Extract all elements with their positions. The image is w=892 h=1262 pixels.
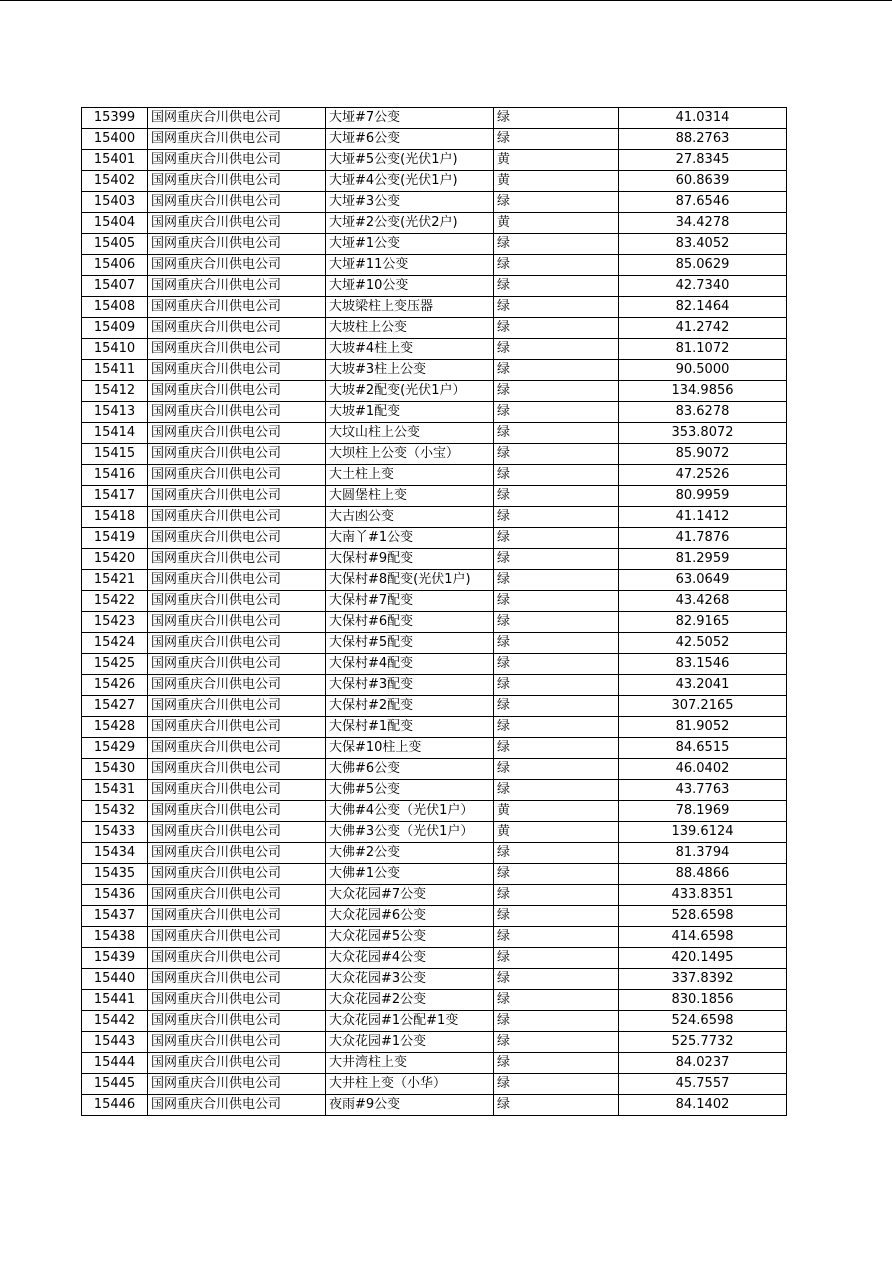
company-cell: 国网重庆合川供电公司 — [148, 549, 326, 570]
status-cell: 绿 — [494, 423, 619, 444]
transformer-name-cell: 大垭#4公变(光伏1户) — [326, 171, 494, 192]
company-cell: 国网重庆合川供电公司 — [148, 234, 326, 255]
table-row — [82, 633, 787, 654]
company-cell: 国网重庆合川供电公司 — [148, 213, 326, 234]
company-cell: 国网重庆合川供电公司 — [148, 864, 326, 885]
status-cell: 绿 — [494, 297, 619, 318]
company-cell: 国网重庆合川供电公司 — [148, 759, 326, 780]
row-id-cell: 15424 — [82, 633, 148, 654]
table-row — [82, 759, 787, 780]
value-cell: 63.0649 — [619, 570, 787, 591]
company-cell: 国网重庆合川供电公司 — [148, 927, 326, 948]
table-row — [82, 108, 787, 129]
company-cell: 国网重庆合川供电公司 — [148, 822, 326, 843]
table-row — [82, 444, 787, 465]
row-id-cell: 15405 — [82, 234, 148, 255]
row-id-cell: 15401 — [82, 150, 148, 171]
row-id-cell: 15400 — [82, 129, 148, 150]
company-cell: 国网重庆合川供电公司 — [148, 969, 326, 990]
value-cell: 84.0237 — [619, 1053, 787, 1074]
status-cell: 绿 — [494, 696, 619, 717]
status-cell: 绿 — [494, 108, 619, 129]
table-row — [82, 549, 787, 570]
status-cell: 黄 — [494, 171, 619, 192]
row-id-cell: 15418 — [82, 507, 148, 528]
value-cell: 414.6598 — [619, 927, 787, 948]
transformer-name-cell: 大坡柱上公变 — [326, 318, 494, 339]
value-cell: 528.6598 — [619, 906, 787, 927]
row-id-cell: 15410 — [82, 339, 148, 360]
transformer-name-cell: 大垭#2公变(光伏2户) — [326, 213, 494, 234]
status-cell: 绿 — [494, 969, 619, 990]
value-cell: 134.9856 — [619, 381, 787, 402]
company-cell: 国网重庆合川供电公司 — [148, 423, 326, 444]
row-id-cell: 15416 — [82, 465, 148, 486]
row-id-cell: 15445 — [82, 1074, 148, 1095]
company-cell: 国网重庆合川供电公司 — [148, 843, 326, 864]
status-cell: 绿 — [494, 465, 619, 486]
row-id-cell: 15407 — [82, 276, 148, 297]
row-id-cell: 15425 — [82, 654, 148, 675]
table-row — [82, 801, 787, 822]
value-cell: 81.3794 — [619, 843, 787, 864]
company-cell: 国网重庆合川供电公司 — [148, 192, 326, 213]
row-id-cell: 15408 — [82, 297, 148, 318]
transformer-name-cell: 大垭#1公变 — [326, 234, 494, 255]
row-id-cell: 15403 — [82, 192, 148, 213]
row-id-cell: 15439 — [82, 948, 148, 969]
value-cell: 337.8392 — [619, 969, 787, 990]
company-cell: 国网重庆合川供电公司 — [148, 696, 326, 717]
transformer-name-cell: 大佛#4公变（光伏1户） — [326, 801, 494, 822]
value-cell: 46.0402 — [619, 759, 787, 780]
table-row — [82, 885, 787, 906]
row-id-cell: 15433 — [82, 822, 148, 843]
table-row — [82, 255, 787, 276]
company-cell: 国网重庆合川供电公司 — [148, 255, 326, 276]
table-row — [82, 1074, 787, 1095]
company-cell: 国网重庆合川供电公司 — [148, 444, 326, 465]
row-id-cell: 15412 — [82, 381, 148, 402]
status-cell: 黄 — [494, 801, 619, 822]
row-id-cell: 15413 — [82, 402, 148, 423]
row-id-cell: 15434 — [82, 843, 148, 864]
value-cell: 83.6278 — [619, 402, 787, 423]
company-cell: 国网重庆合川供电公司 — [148, 717, 326, 738]
row-id-cell: 15422 — [82, 591, 148, 612]
row-id-cell: 15426 — [82, 675, 148, 696]
company-cell: 国网重庆合川供电公司 — [148, 948, 326, 969]
transformer-name-cell: 大保村#9配变 — [326, 549, 494, 570]
value-cell: 43.7763 — [619, 780, 787, 801]
company-cell: 国网重庆合川供电公司 — [148, 1095, 326, 1116]
status-cell: 绿 — [494, 654, 619, 675]
table-row — [82, 465, 787, 486]
status-cell: 绿 — [494, 1074, 619, 1095]
table-row — [82, 822, 787, 843]
value-cell: 60.8639 — [619, 171, 787, 192]
company-cell: 国网重庆合川供电公司 — [148, 1074, 326, 1095]
table-row — [82, 927, 787, 948]
value-cell: 41.0314 — [619, 108, 787, 129]
row-id-cell: 15409 — [82, 318, 148, 339]
table-row — [82, 675, 787, 696]
transformer-name-cell: 大众花园#5公变 — [326, 927, 494, 948]
value-cell: 82.1464 — [619, 297, 787, 318]
row-id-cell: 15417 — [82, 486, 148, 507]
row-id-cell: 15411 — [82, 360, 148, 381]
company-cell: 国网重庆合川供电公司 — [148, 150, 326, 171]
status-cell: 黄 — [494, 822, 619, 843]
company-cell: 国网重庆合川供电公司 — [148, 633, 326, 654]
transformer-name-cell: 大井湾柱上变 — [326, 1053, 494, 1074]
transformer-name-cell: 大保村#5配变 — [326, 633, 494, 654]
transformer-name-cell: 大众花园#7公变 — [326, 885, 494, 906]
table-row — [82, 780, 787, 801]
transformer-name-cell: 大坡#1配变 — [326, 402, 494, 423]
value-cell: 84.1402 — [619, 1095, 787, 1116]
company-cell: 国网重庆合川供电公司 — [148, 906, 326, 927]
company-cell: 国网重庆合川供电公司 — [148, 780, 326, 801]
table-row — [82, 192, 787, 213]
company-cell: 国网重庆合川供电公司 — [148, 276, 326, 297]
table-body — [82, 108, 787, 1116]
row-id-cell: 15414 — [82, 423, 148, 444]
transformer-name-cell: 大众花园#6公变 — [326, 906, 494, 927]
row-id-cell: 15421 — [82, 570, 148, 591]
status-cell: 绿 — [494, 549, 619, 570]
value-cell: 525.7732 — [619, 1032, 787, 1053]
value-cell: 80.9959 — [619, 486, 787, 507]
row-id-cell: 15429 — [82, 738, 148, 759]
company-cell: 国网重庆合川供电公司 — [148, 108, 326, 129]
value-cell: 43.4268 — [619, 591, 787, 612]
status-cell: 绿 — [494, 381, 619, 402]
transformer-name-cell: 大坝柱上公变（小宝） — [326, 444, 494, 465]
value-cell: 41.7876 — [619, 528, 787, 549]
value-cell: 85.0629 — [619, 255, 787, 276]
status-cell: 绿 — [494, 1011, 619, 1032]
transformer-name-cell: 大井柱上变（小华） — [326, 1074, 494, 1095]
status-cell: 黄 — [494, 213, 619, 234]
transformer-name-cell: 大保村#4配变 — [326, 654, 494, 675]
row-id-cell: 15427 — [82, 696, 148, 717]
status-cell: 绿 — [494, 1032, 619, 1053]
value-cell: 47.2526 — [619, 465, 787, 486]
status-cell: 绿 — [494, 486, 619, 507]
row-id-cell: 15440 — [82, 969, 148, 990]
company-cell: 国网重庆合川供电公司 — [148, 528, 326, 549]
value-cell: 81.1072 — [619, 339, 787, 360]
company-cell: 国网重庆合川供电公司 — [148, 465, 326, 486]
row-id-cell: 15441 — [82, 990, 148, 1011]
status-cell: 绿 — [494, 864, 619, 885]
company-cell: 国网重庆合川供电公司 — [148, 171, 326, 192]
company-cell: 国网重庆合川供电公司 — [148, 1011, 326, 1032]
company-cell: 国网重庆合川供电公司 — [148, 318, 326, 339]
row-id-cell: 15436 — [82, 885, 148, 906]
company-cell: 国网重庆合川供电公司 — [148, 507, 326, 528]
value-cell: 81.9052 — [619, 717, 787, 738]
company-cell: 国网重庆合川供电公司 — [148, 738, 326, 759]
transformer-name-cell: 大保#10柱上变 — [326, 738, 494, 759]
transformer-name-cell: 大众花园#3公变 — [326, 969, 494, 990]
status-cell: 绿 — [494, 528, 619, 549]
transformer-name-cell: 大垭#3公变 — [326, 192, 494, 213]
company-cell: 国网重庆合川供电公司 — [148, 486, 326, 507]
value-cell: 43.2041 — [619, 675, 787, 696]
table-row — [82, 129, 787, 150]
status-cell: 绿 — [494, 318, 619, 339]
status-cell: 绿 — [494, 948, 619, 969]
company-cell: 国网重庆合川供电公司 — [148, 990, 326, 1011]
row-id-cell: 15423 — [82, 612, 148, 633]
transformer-name-cell: 大众花园#1公配#1变 — [326, 1011, 494, 1032]
table-row — [82, 423, 787, 444]
table-row — [82, 591, 787, 612]
value-cell: 433.8351 — [619, 885, 787, 906]
status-cell: 绿 — [494, 360, 619, 381]
row-id-cell: 15446 — [82, 1095, 148, 1116]
table-row — [82, 843, 787, 864]
value-cell: 34.4278 — [619, 213, 787, 234]
data-table — [81, 107, 787, 1116]
row-id-cell: 15415 — [82, 444, 148, 465]
status-cell: 绿 — [494, 633, 619, 654]
transformer-name-cell: 大保村#2配变 — [326, 696, 494, 717]
table-row — [82, 360, 787, 381]
value-cell: 830.1856 — [619, 990, 787, 1011]
row-id-cell: 15443 — [82, 1032, 148, 1053]
value-cell: 78.1969 — [619, 801, 787, 822]
table-row — [82, 381, 787, 402]
table-row — [82, 990, 787, 1011]
company-cell: 国网重庆合川供电公司 — [148, 801, 326, 822]
status-cell: 绿 — [494, 1053, 619, 1074]
table-row — [82, 1095, 787, 1116]
value-cell: 41.2742 — [619, 318, 787, 339]
company-cell: 国网重庆合川供电公司 — [148, 339, 326, 360]
status-cell: 绿 — [494, 276, 619, 297]
value-cell: 41.1412 — [619, 507, 787, 528]
row-id-cell: 15444 — [82, 1053, 148, 1074]
transformer-name-cell: 大垭#10公变 — [326, 276, 494, 297]
company-cell: 国网重庆合川供电公司 — [148, 654, 326, 675]
status-cell: 绿 — [494, 234, 619, 255]
row-id-cell: 15428 — [82, 717, 148, 738]
table-row — [82, 1011, 787, 1032]
value-cell: 420.1495 — [619, 948, 787, 969]
table-row — [82, 150, 787, 171]
value-cell: 85.9072 — [619, 444, 787, 465]
value-cell: 42.5052 — [619, 633, 787, 654]
value-cell: 90.5000 — [619, 360, 787, 381]
company-cell: 国网重庆合川供电公司 — [148, 129, 326, 150]
transformer-name-cell: 大土柱上变 — [326, 465, 494, 486]
status-cell: 绿 — [494, 591, 619, 612]
row-id-cell: 15430 — [82, 759, 148, 780]
company-cell: 国网重庆合川供电公司 — [148, 381, 326, 402]
value-cell: 88.2763 — [619, 129, 787, 150]
value-cell: 42.7340 — [619, 276, 787, 297]
row-id-cell: 15399 — [82, 108, 148, 129]
company-cell: 国网重庆合川供电公司 — [148, 675, 326, 696]
status-cell: 绿 — [494, 1095, 619, 1116]
transformer-name-cell: 大坡#3柱上公变 — [326, 360, 494, 381]
status-cell: 绿 — [494, 612, 619, 633]
row-id-cell: 15432 — [82, 801, 148, 822]
row-id-cell: 15406 — [82, 255, 148, 276]
page-top-border — [0, 0, 892, 1]
table-row — [82, 234, 787, 255]
company-cell: 国网重庆合川供电公司 — [148, 360, 326, 381]
value-cell: 45.7557 — [619, 1074, 787, 1095]
transformer-name-cell: 大保村#7配变 — [326, 591, 494, 612]
status-cell: 绿 — [494, 192, 619, 213]
transformer-name-cell: 大坡#4柱上变 — [326, 339, 494, 360]
table-row — [82, 528, 787, 549]
status-cell: 绿 — [494, 675, 619, 696]
table-row — [82, 969, 787, 990]
table-row — [82, 297, 787, 318]
status-cell: 绿 — [494, 402, 619, 423]
company-cell: 国网重庆合川供电公司 — [148, 591, 326, 612]
transformer-name-cell: 大佛#3公变（光伏1户） — [326, 822, 494, 843]
transformer-name-cell: 大坡梁柱上变压器 — [326, 297, 494, 318]
status-cell: 绿 — [494, 759, 619, 780]
transformer-name-cell: 大佛#5公变 — [326, 780, 494, 801]
transformer-name-cell: 大保村#8配变(光伏1户) — [326, 570, 494, 591]
table-row — [82, 906, 787, 927]
value-cell: 83.1546 — [619, 654, 787, 675]
table-row — [82, 612, 787, 633]
status-cell: 绿 — [494, 738, 619, 759]
transformer-name-cell: 大保村#6配变 — [326, 612, 494, 633]
company-cell: 国网重庆合川供电公司 — [148, 885, 326, 906]
row-id-cell: 15431 — [82, 780, 148, 801]
table-row — [82, 696, 787, 717]
table-row — [82, 717, 787, 738]
table-row — [82, 339, 787, 360]
status-cell: 绿 — [494, 129, 619, 150]
value-cell: 88.4866 — [619, 864, 787, 885]
company-cell: 国网重庆合川供电公司 — [148, 402, 326, 423]
row-id-cell: 15435 — [82, 864, 148, 885]
status-cell: 绿 — [494, 255, 619, 276]
transformer-name-cell: 大众花园#4公变 — [326, 948, 494, 969]
transformer-name-cell: 大垭#6公变 — [326, 129, 494, 150]
transformer-name-cell: 夜雨#9公变 — [326, 1095, 494, 1116]
value-cell: 81.2959 — [619, 549, 787, 570]
company-cell: 国网重庆合川供电公司 — [148, 297, 326, 318]
transformer-name-cell: 大众花园#1公变 — [326, 1032, 494, 1053]
transformer-name-cell: 大佛#1公变 — [326, 864, 494, 885]
table-row — [82, 654, 787, 675]
value-cell: 307.2165 — [619, 696, 787, 717]
transformer-name-cell: 大佛#6公变 — [326, 759, 494, 780]
status-cell: 绿 — [494, 990, 619, 1011]
value-cell: 83.4052 — [619, 234, 787, 255]
value-cell: 353.8072 — [619, 423, 787, 444]
transformer-name-cell: 大垭#5公变(光伏1户) — [326, 150, 494, 171]
value-cell: 87.6546 — [619, 192, 787, 213]
transformer-name-cell: 大众花园#2公变 — [326, 990, 494, 1011]
status-cell: 绿 — [494, 507, 619, 528]
transformer-name-cell: 大圆堡柱上变 — [326, 486, 494, 507]
status-cell: 绿 — [494, 885, 619, 906]
company-cell: 国网重庆合川供电公司 — [148, 570, 326, 591]
company-cell: 国网重庆合川供电公司 — [148, 1032, 326, 1053]
row-id-cell: 15437 — [82, 906, 148, 927]
status-cell: 绿 — [494, 570, 619, 591]
row-id-cell: 15420 — [82, 549, 148, 570]
company-cell: 国网重庆合川供电公司 — [148, 1053, 326, 1074]
table-row — [82, 276, 787, 297]
transformer-name-cell: 大南丫#1公变 — [326, 528, 494, 549]
table-row — [82, 1032, 787, 1053]
transformer-name-cell: 大垭#7公变 — [326, 108, 494, 129]
table-row — [82, 1053, 787, 1074]
transformer-name-cell: 大坟山柱上公变 — [326, 423, 494, 444]
company-cell: 国网重庆合川供电公司 — [148, 612, 326, 633]
table-row — [82, 213, 787, 234]
status-cell: 黄 — [494, 150, 619, 171]
row-id-cell: 15404 — [82, 213, 148, 234]
status-cell: 绿 — [494, 927, 619, 948]
status-cell: 绿 — [494, 843, 619, 864]
value-cell: 82.9165 — [619, 612, 787, 633]
row-id-cell: 15442 — [82, 1011, 148, 1032]
transformer-name-cell: 大古凼公变 — [326, 507, 494, 528]
row-id-cell: 15402 — [82, 171, 148, 192]
table-row — [82, 318, 787, 339]
status-cell: 绿 — [494, 780, 619, 801]
transformer-name-cell: 大保村#3配变 — [326, 675, 494, 696]
transformer-name-cell: 大保村#1配变 — [326, 717, 494, 738]
table-row — [82, 402, 787, 423]
status-cell: 绿 — [494, 906, 619, 927]
status-cell: 绿 — [494, 717, 619, 738]
value-cell: 524.6598 — [619, 1011, 787, 1032]
row-id-cell: 15438 — [82, 927, 148, 948]
table-row — [82, 948, 787, 969]
transformer-name-cell: 大佛#2公变 — [326, 843, 494, 864]
transformer-name-cell: 大坡#2配变(光伏1户） — [326, 381, 494, 402]
table-row — [82, 486, 787, 507]
row-id-cell: 15419 — [82, 528, 148, 549]
table-row — [82, 171, 787, 192]
status-cell: 绿 — [494, 444, 619, 465]
table-row — [82, 507, 787, 528]
table-row — [82, 864, 787, 885]
value-cell: 84.6515 — [619, 738, 787, 759]
transformer-name-cell: 大垭#11公变 — [326, 255, 494, 276]
table-row — [82, 738, 787, 759]
value-cell: 27.8345 — [619, 150, 787, 171]
status-cell: 绿 — [494, 339, 619, 360]
value-cell: 139.6124 — [619, 822, 787, 843]
table-row — [82, 570, 787, 591]
